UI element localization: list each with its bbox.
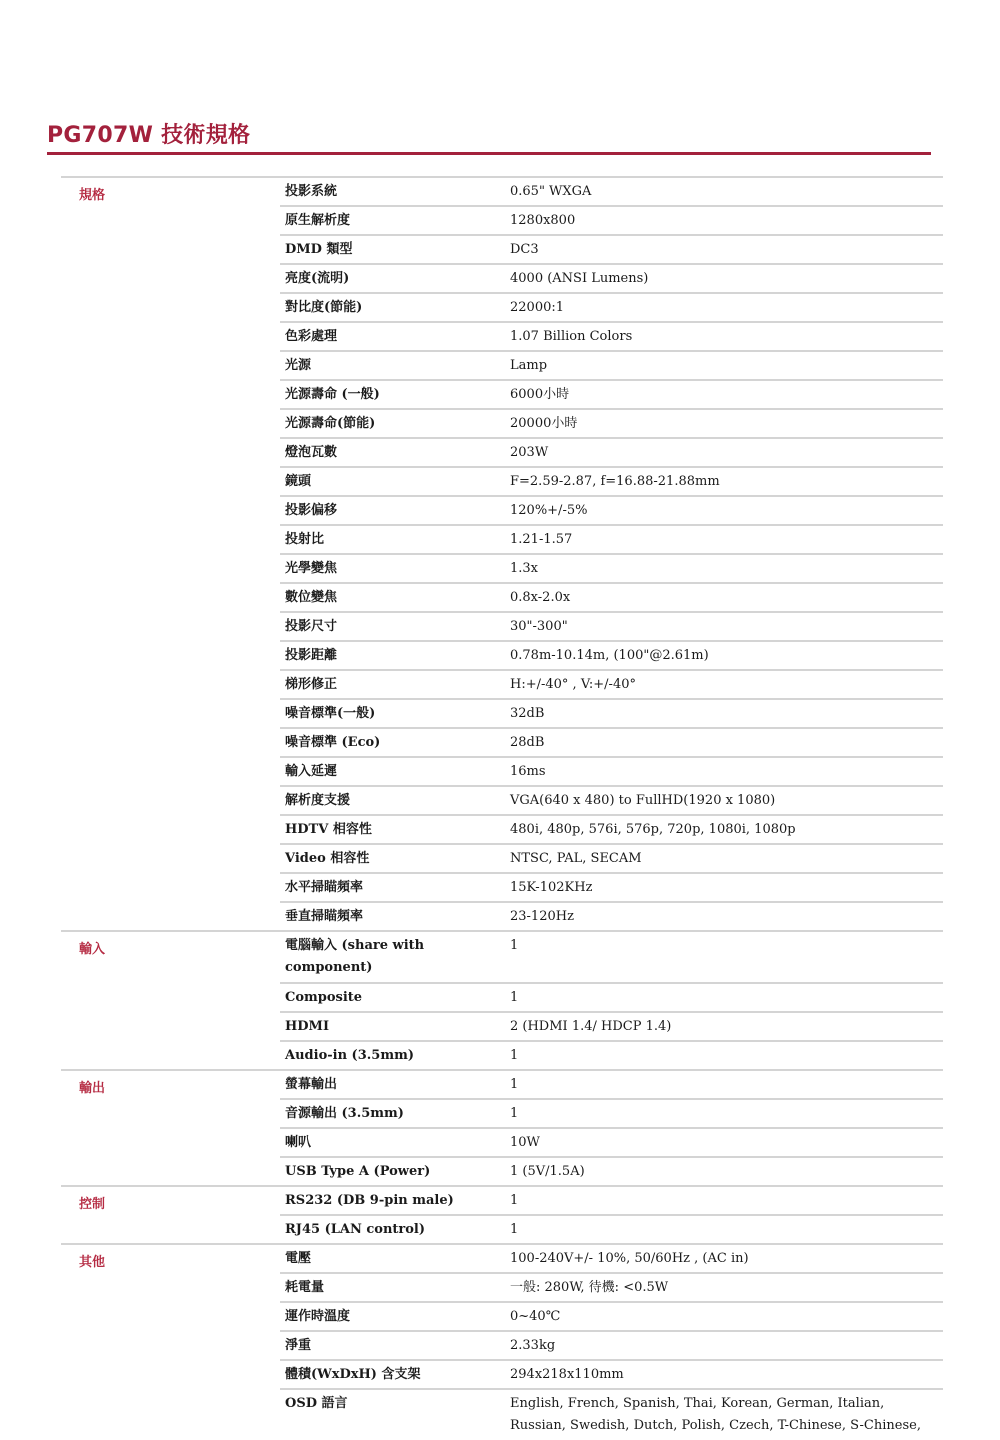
spec-row	[280, 901, 943, 930]
spec-value: F=2.59-2.87, f=16.88-21.88mm	[510, 474, 720, 489]
spec-label: 梯形修正	[285, 677, 338, 692]
spec-label: USB Type A (Power)	[285, 1164, 431, 1179]
spec-value: NTSC, PAL, SECAM	[510, 851, 642, 866]
spec-label: 喇叭	[285, 1135, 312, 1150]
spec-value: 16ms	[510, 764, 546, 779]
spec-value: 22000:1	[510, 300, 565, 315]
spec-value: 1.3x	[510, 561, 539, 576]
spec-label: 電壓	[285, 1251, 312, 1266]
spec-value: 1	[510, 1048, 519, 1063]
spec-value: 23-120Hz	[510, 909, 574, 924]
spec-value: 28dB	[510, 735, 545, 750]
spec-label: Video 相容性	[285, 851, 370, 866]
spec-rows	[280, 1245, 943, 1440]
spec-row	[280, 1040, 943, 1069]
spec-row	[280, 698, 943, 727]
spec-value: 2 (HDMI 1.4/ HDCP 1.4)	[510, 1019, 672, 1034]
spec-value: English, French, Spanish, Thai, Korean, German, Italian, Russian, Swedish, Dutch, Polish, Czech, T-Chinese, S-Chinese,	[510, 1396, 921, 1433]
spec-value: 0.65" WXGA	[510, 184, 592, 199]
spec-value: 1.21-1.57	[510, 532, 573, 547]
spec-row	[280, 1245, 943, 1272]
spec-label: HDTV 相容性	[285, 822, 372, 837]
spec-group	[61, 176, 943, 930]
spec-label: DMD 類型	[285, 242, 353, 257]
page-title: PG707W 技術規格	[47, 123, 251, 148]
spec-row	[280, 611, 943, 640]
spec-label: 光學變焦	[285, 561, 338, 576]
spec-label: 亮度(流明)	[285, 271, 350, 286]
spec-row	[280, 756, 943, 785]
spec-row	[280, 292, 943, 321]
spec-label: 輸入延遲	[285, 764, 338, 779]
spec-row	[280, 727, 943, 756]
spec-rows	[280, 1187, 943, 1243]
spec-label: 投影偏移	[285, 503, 338, 518]
spec-value: 10W	[510, 1135, 540, 1150]
spec-row	[280, 379, 943, 408]
spec-value: 203W	[510, 445, 549, 460]
spec-label: 投影系統	[285, 184, 338, 199]
spec-group	[61, 1069, 943, 1185]
spec-row	[280, 1272, 943, 1301]
spec-row	[280, 553, 943, 582]
category-label: 其他	[79, 1255, 106, 1270]
spec-label: RJ45 (LAN control)	[285, 1222, 426, 1237]
spec-row	[280, 437, 943, 466]
spec-value: 294x218x110mm	[510, 1367, 624, 1382]
spec-row	[280, 785, 943, 814]
spec-value: 1	[510, 1222, 519, 1237]
spec-row	[280, 982, 943, 1011]
spec-rows	[280, 1071, 943, 1185]
spec-value: DC3	[510, 242, 539, 257]
spec-row	[280, 1359, 943, 1388]
spec-row	[280, 524, 943, 553]
spec-value: VGA(640 x 480) to FullHD(1920 x 1080)	[510, 793, 776, 808]
spec-label: 電腦輸入 (share with component)	[285, 938, 425, 975]
spec-label: 光源壽命(節能)	[285, 416, 376, 431]
spec-label: 色彩處理	[285, 329, 338, 344]
spec-label: 光源	[285, 358, 312, 373]
spec-value: 6000小時	[510, 387, 570, 402]
spec-label: 螢幕輸出	[285, 1077, 338, 1092]
spec-row	[280, 205, 943, 234]
spec-row	[280, 1127, 943, 1156]
spec-value: 30"-300"	[510, 619, 568, 634]
spec-label: 對比度(節能)	[285, 300, 363, 315]
spec-row	[280, 350, 943, 379]
spec-table	[61, 176, 943, 1440]
spec-row	[280, 1214, 943, 1243]
spec-label: Composite	[285, 990, 363, 1005]
spec-label: Audio-in (3.5mm)	[285, 1048, 414, 1063]
spec-group	[61, 1185, 943, 1243]
spec-row	[280, 669, 943, 698]
spec-label: 投影距離	[285, 648, 338, 663]
spec-row	[280, 408, 943, 437]
spec-value: 一般: 280W, 待機: <0.5W	[510, 1280, 669, 1295]
spec-row	[280, 1098, 943, 1127]
spec-row	[280, 178, 943, 205]
spec-value: 0~40℃	[510, 1309, 561, 1324]
spec-value: 1	[510, 1106, 519, 1121]
spec-label: 垂直掃瞄頻率	[285, 909, 364, 924]
spec-value: 1.07 Billion Colors	[510, 329, 633, 344]
spec-label: 投影尺寸	[285, 619, 338, 634]
spec-value: 0.78m-10.14m, (100"@2.61m)	[510, 648, 709, 663]
spec-label: 耗電量	[285, 1280, 325, 1295]
spec-row	[280, 1011, 943, 1040]
spec-group	[61, 930, 943, 1069]
spec-value: 4000 (ANSI Lumens)	[510, 271, 649, 286]
spec-row	[280, 1330, 943, 1359]
spec-row	[280, 1388, 943, 1440]
spec-label: 數位變焦	[285, 590, 338, 605]
spec-value: 20000小時	[510, 416, 578, 431]
spec-row	[280, 582, 943, 611]
spec-label: 噪音標準(一般)	[285, 706, 376, 721]
spec-row	[280, 495, 943, 524]
spec-row	[280, 321, 943, 350]
spec-row	[280, 1187, 943, 1214]
spec-value: 1	[510, 1193, 519, 1208]
spec-label: 噪音標準 (Eco)	[285, 735, 381, 750]
spec-row	[280, 932, 943, 982]
spec-value: 2.33kg	[510, 1338, 556, 1353]
spec-value: 32dB	[510, 706, 545, 721]
spec-row	[280, 466, 943, 495]
spec-value: 1	[510, 938, 519, 953]
spec-label: HDMI	[285, 1019, 330, 1034]
category-label: 規格	[79, 188, 106, 203]
spec-label: 光源壽命 (一般)	[285, 387, 380, 402]
spec-label: OSD 語言	[285, 1396, 348, 1411]
spec-row	[280, 872, 943, 901]
spec-row	[280, 234, 943, 263]
spec-value: 480i, 480p, 576i, 576p, 720p, 1080i, 1080p	[510, 822, 796, 837]
spec-value: 15K-102KHz	[510, 880, 593, 895]
spec-group	[61, 1243, 943, 1440]
spec-label: 淨重	[285, 1338, 312, 1353]
spec-value: Lamp	[510, 358, 548, 373]
title-divider	[47, 152, 931, 155]
spec-label: 水平掃瞄頻率	[285, 880, 364, 895]
spec-row	[280, 640, 943, 669]
category-label: 輸出	[79, 1081, 106, 1096]
spec-rows	[280, 932, 943, 1069]
spec-label: 體積(WxDxH) 含支架	[285, 1367, 421, 1382]
spec-label: 燈泡瓦數	[285, 445, 338, 460]
spec-row	[280, 814, 943, 843]
category-label: 輸入	[79, 942, 106, 957]
spec-label: 解析度支援	[285, 793, 351, 808]
spec-value: H:+/-40° , V:+/-40°	[510, 677, 636, 692]
category-label: 控制	[79, 1197, 106, 1212]
spec-row	[280, 263, 943, 292]
spec-label: 原生解析度	[285, 213, 351, 228]
spec-row	[280, 843, 943, 872]
spec-label: 鏡頭	[285, 474, 312, 489]
spec-value: 1	[510, 990, 519, 1005]
spec-value: 1	[510, 1077, 519, 1092]
spec-value: 0.8x-2.0x	[510, 590, 571, 605]
spec-value: 1 (5V/1.5A)	[510, 1164, 585, 1179]
spec-label: 音源輸出 (3.5mm)	[285, 1106, 404, 1121]
spec-value: 100-240V+/- 10%, 50/60Hz , (AC in)	[510, 1251, 749, 1266]
spec-rows	[280, 178, 943, 930]
spec-value: 1280x800	[510, 213, 576, 228]
spec-label: 投射比	[285, 532, 325, 547]
spec-row	[280, 1301, 943, 1330]
spec-label: RS232 (DB 9-pin male)	[285, 1193, 454, 1208]
spec-row	[280, 1071, 943, 1098]
spec-label: 運作時溫度	[285, 1309, 351, 1324]
spec-value: 120%+/-5%	[510, 503, 588, 518]
spec-row	[280, 1156, 943, 1185]
